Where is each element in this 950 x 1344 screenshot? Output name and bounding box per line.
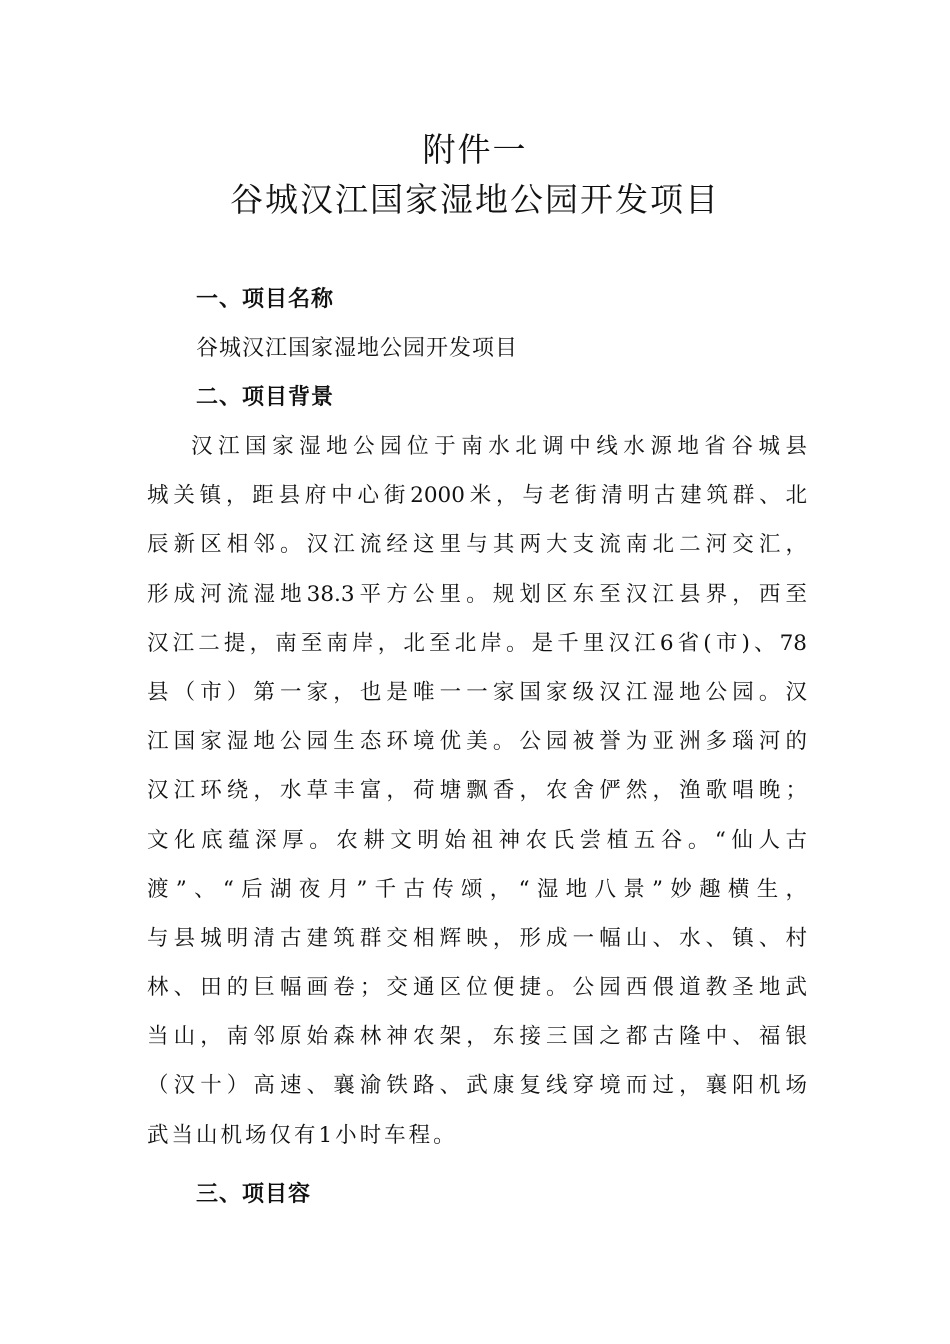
attachment-label: 附件一 — [422, 130, 528, 169]
paragraph-line: 武当山机场仅有1小时车程。 — [147, 1122, 458, 1148]
section-heading-project-background: 二、项目背景 — [196, 385, 335, 410]
paragraph-line: 辰新区相邻。汉江流经这里与其两大支流南北二河交汇， — [147, 532, 807, 558]
paragraph-line: 汉江二提，南至南岸，北至北岸。是千里汉江6省(市)、78 — [147, 630, 807, 656]
paragraph-line: 汉江国家湿地公园位于南水北调中线水源地省谷城县 — [191, 434, 807, 459]
paragraph-line: 江国家湿地公园生态环境优美。公园被誉为亚洲多瑙河的 — [147, 729, 807, 755]
paragraph-line: 形成河流湿地38.3平方公里。规划区东至汉江县界，西至 — [147, 581, 807, 607]
project-background-paragraph — [147, 432, 807, 1170]
document-title: 谷城汉江国家湿地公园开发项目 — [230, 180, 720, 219]
paragraph-line: 渡”、“后湖夜月”千古传颂，“湿地八景”妙趣横生， — [147, 876, 807, 902]
paragraph-line: 县（市）第一家，也是唯一一家国家级汉江湿地公园。汉 — [147, 679, 807, 705]
paragraph-line: 与县城明清古建筑群交相辉映，形成一幅山、水、镇、村 — [147, 925, 807, 951]
paragraph-line: 林、田的巨幅画卷；交通区位便捷。公园西偎道教圣地武 — [147, 975, 807, 1001]
paragraph-line: （汉十）高速、襄渝铁路、武康复线穿境而过，襄阳机场 — [147, 1073, 807, 1099]
project-name-text: 谷城汉江国家湿地公园开发项目 — [196, 336, 519, 361]
section-heading-project-name: 一、项目名称 — [196, 287, 335, 312]
paragraph-line: 文化底蕴深厚。农耕文明始祖神农氏尝植五谷。“仙人古 — [147, 827, 807, 853]
section-heading-project-content: 三、项目容 — [196, 1182, 312, 1207]
paragraph-line: 当山，南邻原始森林神农架，东接三国之都古隆中、福银 — [147, 1024, 807, 1050]
paragraph-line: 城关镇，距县府中心街2000米，与老街清明古建筑群、北 — [147, 483, 807, 509]
paragraph-line: 汉江环绕，水草丰富，荷塘飘香，农舍俨然，渔歌唱晚； — [147, 778, 807, 804]
